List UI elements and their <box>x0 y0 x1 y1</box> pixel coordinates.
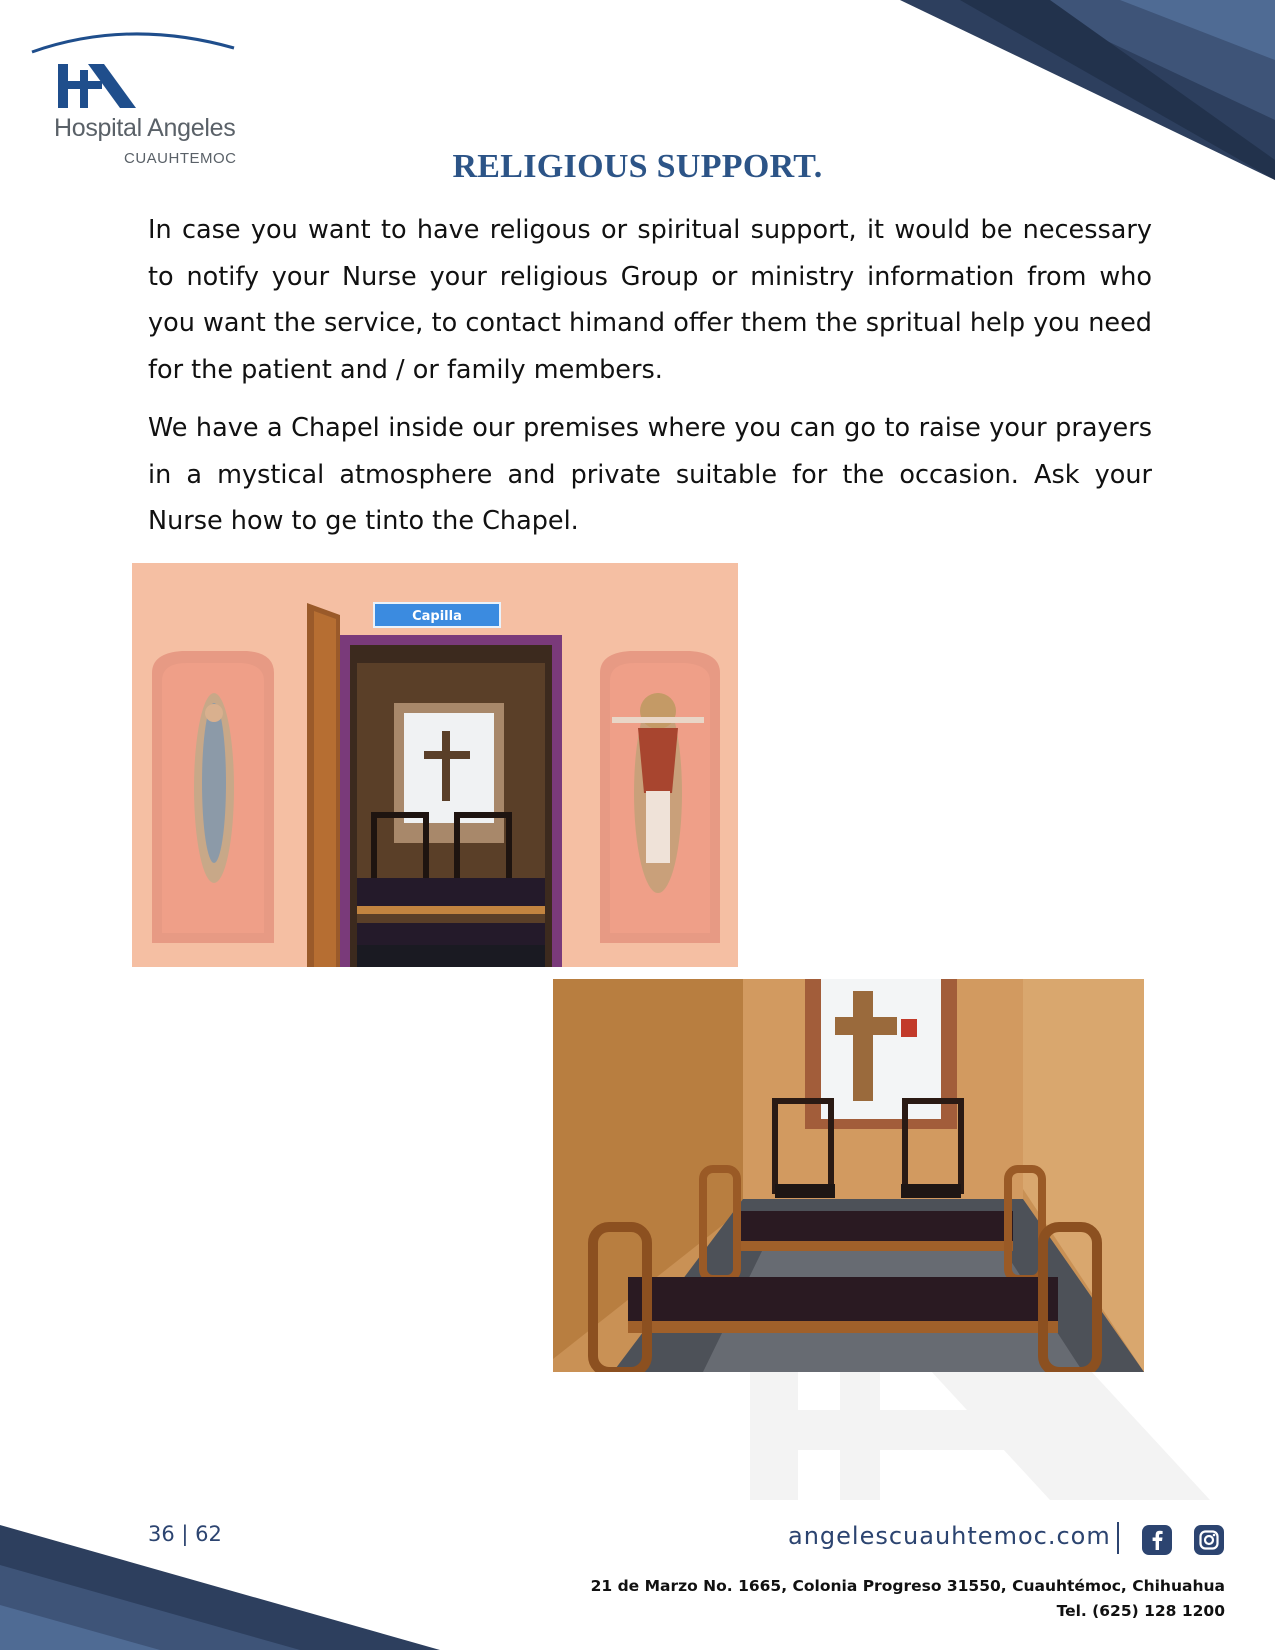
paragraph-religious-support: In case you want to have religous or spiritual support, it would be necessary to notify your Nurse your religious Group or ministry information from who you want the service, to contact himand offer them the spritual help you need for the patient and / or family members. <box>148 215 1152 385</box>
page-number: 36 | 62 <box>148 1522 222 1546</box>
logo-name: Hospital Angeles <box>54 114 236 142</box>
chapel-interior-photo <box>553 979 1144 1372</box>
logo-ha-mark <box>58 64 136 108</box>
page-title: RELIGIOUS SUPPORT. <box>452 148 823 185</box>
instagram-icon[interactable] <box>1194 1525 1224 1555</box>
phone-line: Tel. (625) 128 1200 <box>1056 1602 1225 1620</box>
logo-arc <box>28 26 238 56</box>
footer-address <box>560 1574 1225 1624</box>
footer-divider <box>1117 1522 1119 1554</box>
watermark-logo <box>750 1370 1230 1500</box>
facebook-icon[interactable] <box>1142 1525 1172 1555</box>
chapel-entrance-photo <box>132 563 738 967</box>
logo-city: CUAUHTEMOC <box>124 150 237 167</box>
paragraph-chapel: We have a Chapel inside our premises where you can go to raise your prayers in a mystical atmosphere and private suitable for the occasion. Ask your Nurse how to ge tinto the Chapel. <box>148 413 1152 536</box>
address-line: 21 de Marzo No. 1665, Colonia Progreso 31550, Cuauhtémoc, Chihuahua <box>590 1577 1225 1595</box>
website-link[interactable]: angelescuauhtemoc.com <box>788 1522 1111 1550</box>
door-sign-label: Capilla <box>412 609 462 624</box>
